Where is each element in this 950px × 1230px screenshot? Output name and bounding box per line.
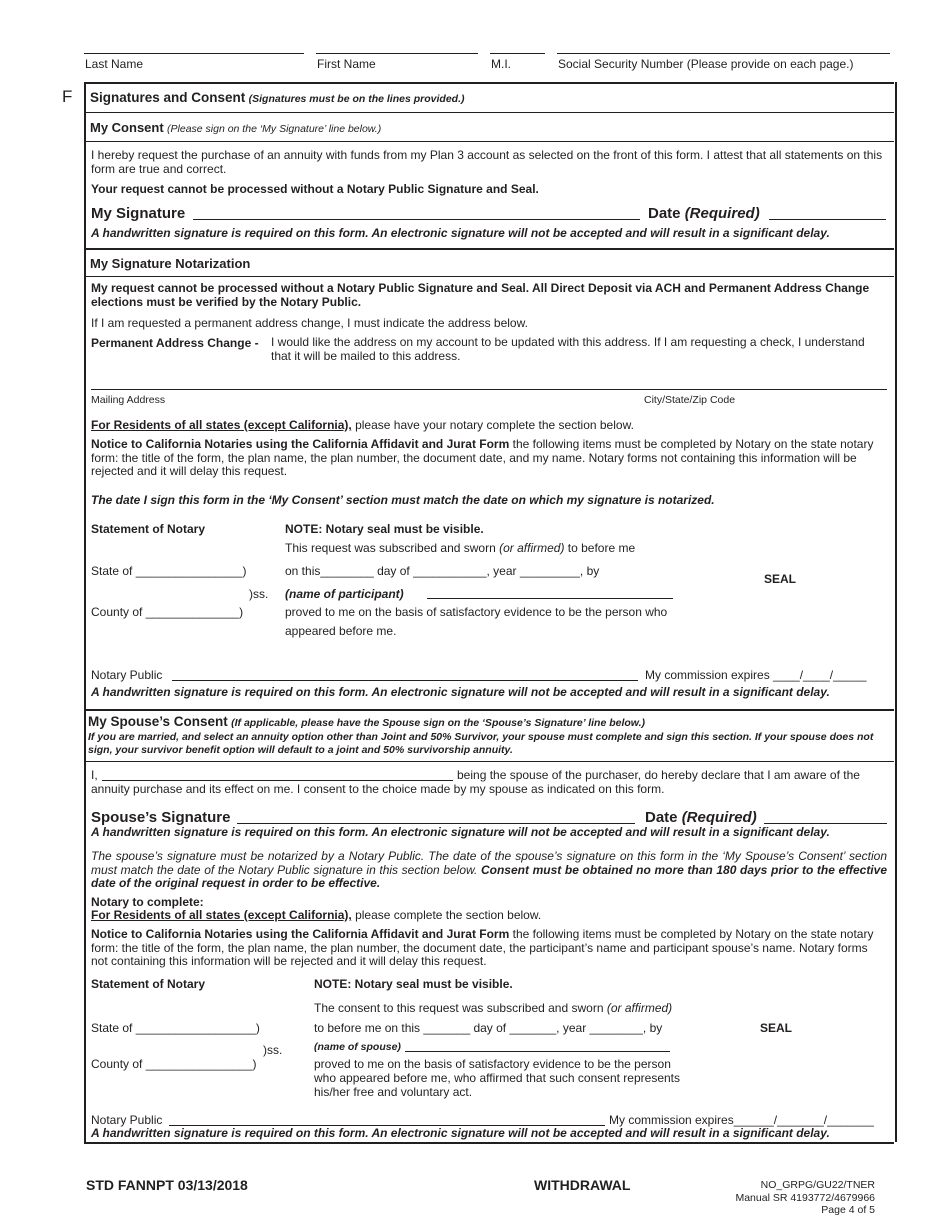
mi-line[interactable] — [490, 53, 545, 54]
city-state-zip-label: City/State/Zip Code — [644, 394, 736, 406]
spouse-proved-2: who appeared before me, who affirmed that such consent represents — [314, 1071, 680, 1085]
spouse-notarize-note: The spouse’s signature must be notarized by a Notary Public. The date of the spouse’s signature on this form in the ‘My Spouse’s Consent’ section must match the date of the Notary Public signature in this section below. Consent must be obtained no more than 180 days prior to the effective date of the original request in order to be effective. — [91, 849, 887, 890]
state-of-field[interactable]: State of ________________) — [91, 564, 247, 578]
spouse-statement-of-notary: Statement of Notary — [91, 977, 206, 991]
spouse-state-of-field[interactable]: State of __________________) — [91, 1021, 260, 1035]
handwritten-note: A handwritten signature is required on this form. An electronic signature will not be accepted and will result in a significant delay. — [91, 685, 830, 699]
spouse-commission-expires-field[interactable]: My commission expires______/_______/_______ — [609, 1113, 874, 1127]
before-me-field[interactable]: to before me on this _______ day of _______, year ________, by — [314, 1021, 663, 1035]
spouse-proved-3: his/her free and voluntary act. — [314, 1085, 473, 1099]
spouse-seal-visible-note: NOTE: Notary seal must be visible. — [314, 977, 513, 991]
residents-note: For Residents of all states (except California), please have your notary complete the section below. — [91, 418, 634, 432]
spouse-county-of-field[interactable]: County of ________________) — [91, 1057, 257, 1071]
request-text: I hereby request the purchase of an annuity with funds from my Plan 3 account as selected on the front of this form. I attest that all statements on this form are true and correct. — [91, 148, 883, 176]
commission-expires-field[interactable]: My commission expires ____/____/_____ — [645, 668, 867, 682]
spouse-seal-label: SEAL — [760, 1021, 793, 1035]
spouse-consent-header: My Spouse’s Consent (If applicable, please have the Spouse sign on the ‘Spouse’s Signature’ line below.) — [88, 714, 645, 729]
page-number: Page 4 of 5 — [821, 1204, 875, 1216]
notary-public-line[interactable] — [172, 680, 638, 681]
county-of-field[interactable]: County of ______________) — [91, 605, 244, 619]
consent-sworn-text: The consent to this request was subscribed and sworn (or affirmed) — [314, 1001, 673, 1015]
notary-public-label: Notary Public — [91, 668, 163, 682]
footer-code: NO_GRPG/GU22/TNER — [760, 1179, 875, 1191]
pac-label: Permanent Address Change - — [91, 336, 259, 350]
divider — [84, 709, 894, 711]
declare-text: being the spouse of the purchaser, do hereby declare that I am aware of the — [457, 768, 860, 782]
name-of-spouse-label: (name of spouse) — [314, 1041, 401, 1053]
last-name-label: Last Name — [85, 57, 144, 71]
notarization-header: My Signature Notarization — [90, 256, 251, 271]
handwritten-note: A handwritten signature is required on this form. An electronic signature will not be accepted and will result in a significant delay. — [91, 825, 830, 839]
married-note: If you are married, and select an annuity option other than Joint and 50% Survivor, your spouse must complete and sign this section. If your spouse does not sign, your survivor benefit option will default to a joint and 50% survivorship annuity. — [88, 731, 874, 756]
footer-manual: Manual SR 4193772/4679966 — [735, 1191, 875, 1204]
sig-consent-header: Signatures and Consent (Signatures must be on the lines provided.) — [90, 90, 465, 105]
seal-label: SEAL — [764, 572, 797, 586]
name-of-participant-label: (name of participant) — [285, 587, 404, 601]
last-name-line[interactable] — [84, 53, 304, 54]
address-intro: If I am requested a permanent address change, I must indicate the address below. — [91, 316, 528, 330]
divider — [84, 248, 894, 250]
pac-text: I would like the address on my account to be updated with this address. If I am requesting a check, I understand that it will be mailed to this address. — [271, 335, 865, 363]
participant-name-line[interactable] — [427, 598, 673, 599]
ss-label: )ss. — [249, 587, 269, 601]
handwritten-note: A handwritten signature is required on this form. An electronic signature will not be accepted and will result in a significant delay. — [91, 226, 830, 240]
my-signature-label: My Signature — [91, 205, 186, 222]
ssn-label: Social Security Number (Please provide on each page.) — [558, 57, 854, 71]
spouse-california-notice: Notice to California Notaries using the California Affidavit and Jurat Form the following items must be completed by Notary on the state notary form: the title of the form, the plan name, the plan number, the document date, the participant’s name and participant spouse’s name. Notary forms not containing this information will be rejected and it will delay this request. — [91, 927, 874, 968]
proved-text: proved to me on the basis of satisfactory evidence to be the person who — [285, 605, 668, 619]
i-label: I, — [91, 768, 98, 782]
spouse-notary-public-label: Notary Public — [91, 1113, 163, 1127]
footer-codes — [735, 1179, 875, 1217]
divider — [84, 112, 894, 113]
seal-visible-note: NOTE: Notary seal must be visible. — [285, 522, 484, 536]
divider — [84, 82, 894, 84]
date-match-note: The date I sign this form in the ‘My Consent’ section must match the date on which my signature is notarized. — [91, 493, 715, 507]
notary-warning: My request cannot be processed without a Notary Public Signature and Seal. All Direct Deposit via ACH and Permanent Address Change elections must be verified by the Notary Public. — [91, 281, 870, 309]
ssn-line[interactable] — [557, 53, 890, 54]
first-name-label: First Name — [317, 57, 376, 71]
subscribed-text: This request was subscribed and sworn (or affirmed) to before me — [285, 541, 636, 555]
spouse-ss-label: )ss. — [263, 1043, 283, 1057]
cannot-process: Your request cannot be processed without a Notary Public Signature and Seal. — [91, 182, 539, 196]
spouse-signature-line[interactable] — [237, 823, 635, 824]
my-date-line[interactable] — [769, 219, 886, 220]
divider — [84, 1142, 894, 1144]
form-id: STD FANNPT 03/13/2018 — [86, 1177, 248, 1193]
handwritten-note: A handwritten signature is required on this form. An electronic signature will not be accepted and will result in a significant delay. — [91, 1126, 830, 1140]
divider — [84, 276, 894, 277]
notary-to-complete: Notary to complete: — [91, 895, 204, 909]
my-date-label: Date (Required) — [648, 205, 760, 222]
section-letter: F — [62, 87, 73, 106]
statement-of-notary: Statement of Notary — [91, 522, 206, 536]
mailing-address-label: Mailing Address — [91, 394, 166, 406]
spouse-name-line[interactable] — [102, 780, 453, 781]
california-notice: Notice to California Notaries using the California Affidavit and Jurat Form the following items must be completed by Notary on the state notary form: the title of the form, the plan name, the plan number, the document date, and my name. Notary forms not containing this information will be rejected and it will delay this request. — [91, 437, 874, 478]
footer-withdrawal: WITHDRAWAL — [534, 1177, 631, 1193]
divider — [84, 141, 894, 142]
spouse-date-label: Date (Required) — [645, 809, 757, 826]
divider — [84, 761, 894, 762]
spouse-signature-label: Spouse’s Signature — [91, 809, 231, 826]
first-name-line[interactable] — [316, 53, 478, 54]
spouse-residents-note: For Residents of all states (except California), please complete the section below. — [91, 908, 542, 922]
declare-text-2: annuity purchase and its effect on me. I consent to the choice made by my spouse as indicated on this form. — [91, 782, 665, 796]
my-signature-line[interactable] — [193, 219, 640, 220]
on-this-field[interactable]: on this________ day of ___________, year _________, by — [285, 564, 600, 578]
mailing-address-line[interactable] — [91, 389, 887, 390]
appeared-text: appeared before me. — [285, 624, 397, 638]
my-consent-header: My Consent (Please sign on the ‘My Signature’ line below.) — [90, 120, 382, 135]
spouse-proved-1: proved to me on the basis of satisfactory evidence to be the person — [314, 1057, 671, 1071]
spouse-date-line[interactable] — [764, 823, 887, 824]
mi-label: M.I. — [491, 57, 511, 71]
spouse-name-notary-line[interactable] — [405, 1051, 670, 1052]
